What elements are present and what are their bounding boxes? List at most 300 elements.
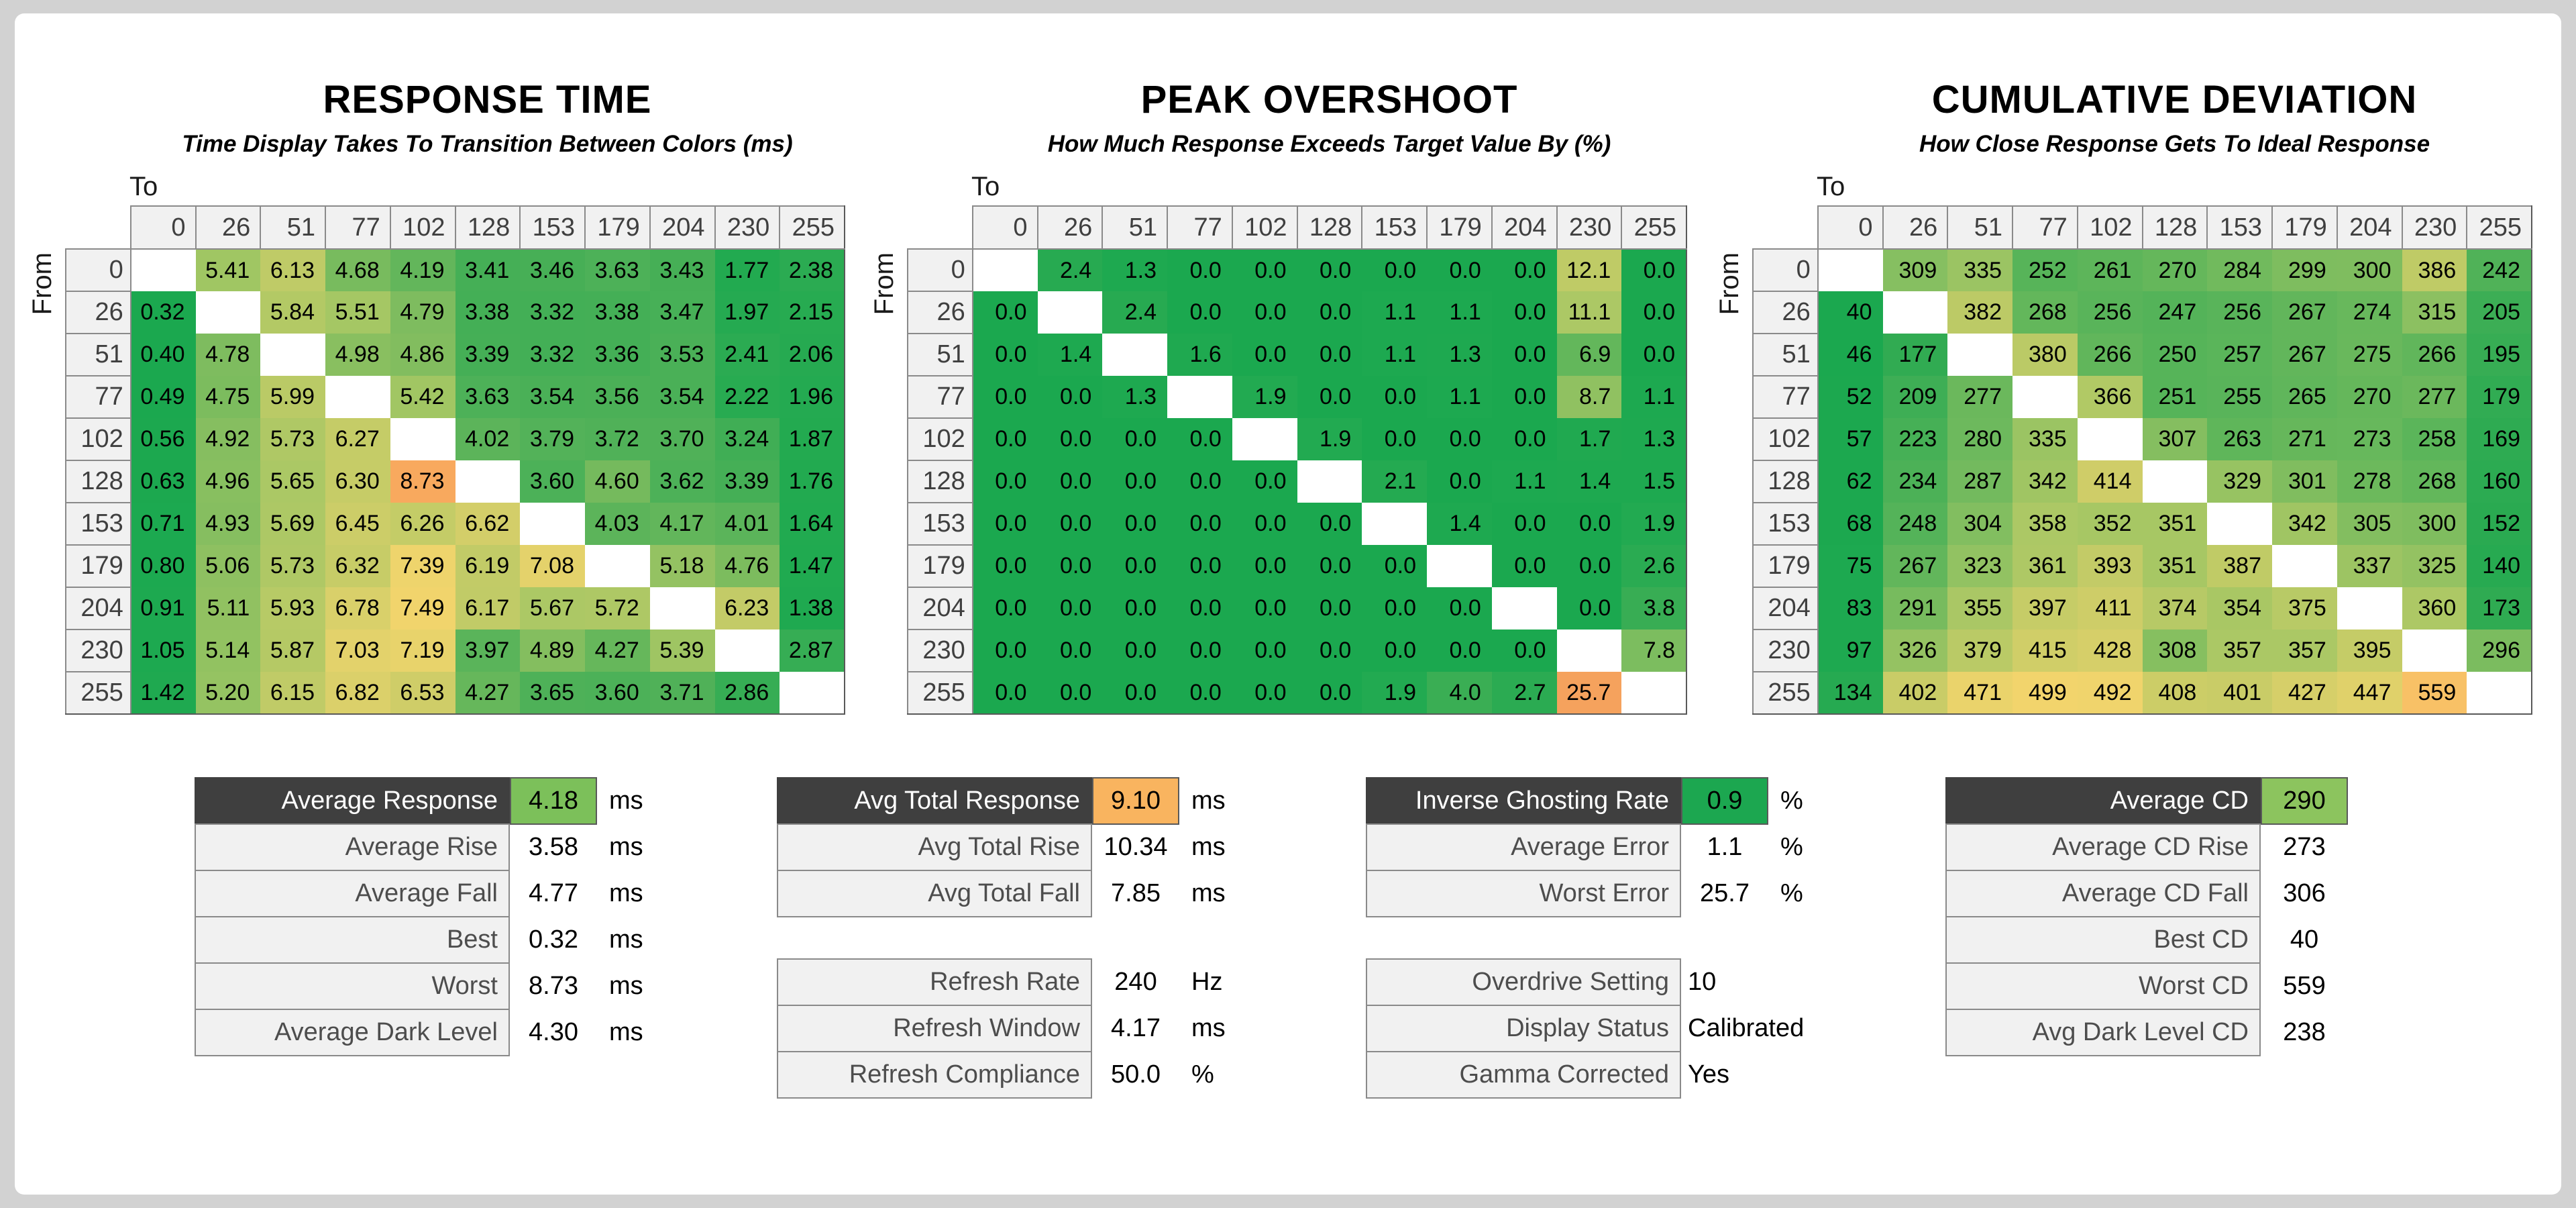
matrix-cell: 0.0 (1427, 418, 1492, 460)
matrix-diagonal-cell (2207, 503, 2272, 545)
matrix-cell: 0.0 (1362, 630, 1427, 672)
summary-value: 4.30 (529, 1018, 578, 1046)
matrix-cell: 4.27 (585, 630, 650, 672)
matrix-cell: 5.42 (390, 376, 455, 418)
matrix-cell: 0.0 (1297, 291, 1362, 334)
matrix-cell: 3.24 (715, 418, 780, 460)
summary-label: Avg Dark Level CD (1945, 1009, 2261, 1056)
matrix-cell: 471 (1947, 672, 2012, 714)
matrix-cell: 3.39 (715, 460, 780, 503)
matrix-cell: 0.0 (1362, 376, 1427, 418)
matrix-cell: 40 (1818, 291, 1883, 334)
matrix-cell: 291 (1883, 587, 1948, 630)
matrix-cell: 251 (2143, 376, 2208, 418)
matrix-cell: 5.39 (650, 630, 715, 672)
col-header: 255 (1621, 206, 1686, 249)
summary-row (777, 958, 1287, 1006)
summary-unit: ms (609, 925, 643, 954)
matrix-cell: 3.97 (455, 630, 521, 672)
summary-value: 273 (2283, 833, 2326, 861)
summary-row (777, 1005, 1287, 1052)
matrix-cell: 0.0 (1232, 503, 1297, 545)
matrix-cell: 4.01 (715, 503, 780, 545)
summary-value: 559 (2283, 972, 2326, 1000)
summary-label: Best (195, 916, 510, 964)
row-header: 128 (908, 460, 973, 503)
summary-row (195, 962, 704, 1010)
summary-row (1945, 962, 2455, 1010)
summary-unit: ms (1191, 879, 1226, 907)
summary-row (1366, 823, 1876, 871)
summary-label: Avg Total Rise (777, 823, 1092, 871)
matrix-cell: 1.96 (780, 376, 845, 418)
summary-row (195, 777, 704, 825)
summary-label: Average Rise (195, 823, 510, 871)
matrix-cell: 0.0 (1038, 376, 1103, 418)
row-header: 0 (66, 249, 131, 291)
matrix-cell: 0.0 (1621, 334, 1686, 376)
matrix-diagonal-cell (1883, 291, 1948, 334)
matrix-cell: 6.82 (325, 672, 390, 714)
matrix-cell: 335 (2012, 418, 2078, 460)
matrix-cell: 0.49 (131, 376, 196, 418)
matrix-cell: 5.72 (585, 587, 650, 630)
matrix-cell: 5.69 (260, 503, 325, 545)
matrix-cell: 2.41 (715, 334, 780, 376)
matrix-cell: 0.0 (1232, 460, 1297, 503)
matrix-cell: 25.7 (1557, 672, 1622, 714)
col-header: 153 (2207, 206, 2272, 249)
summary-value: 4.77 (529, 879, 578, 907)
col-header: 153 (520, 206, 585, 249)
summary-value: 4.17 (1111, 1014, 1161, 1042)
matrix-cell: 271 (2272, 418, 2337, 460)
summary-row (1366, 1005, 1876, 1052)
matrix-cell: 0.0 (1621, 291, 1686, 334)
matrix-cell: 0.0 (1232, 249, 1297, 291)
matrix-cell: 1.9 (1621, 503, 1686, 545)
from-axis-label: From (28, 252, 57, 315)
matrix-cell: 3.32 (520, 334, 585, 376)
matrix-cell: 0.0 (973, 418, 1038, 460)
matrix-cell: 5.99 (260, 376, 325, 418)
summary-unit: ms (609, 787, 643, 815)
summary-value: 40 (2290, 925, 2319, 954)
matrix-diagonal-cell (131, 249, 196, 291)
col-header: 26 (1883, 206, 1948, 249)
col-header: 230 (715, 206, 780, 249)
col-header: 255 (2467, 206, 2532, 249)
summary-label: Average Error (1366, 823, 1681, 871)
matrix-cell: 335 (1947, 249, 2012, 291)
matrix-cell: 411 (2078, 587, 2143, 630)
matrix-cell: 2.4 (1038, 249, 1103, 291)
matrix-diagonal-cell (1038, 291, 1103, 334)
summary-value: 290 (2261, 777, 2348, 825)
summary-row (777, 870, 1287, 917)
cumulative-deviation-heatmap (1752, 205, 2532, 715)
col-header: 204 (650, 206, 715, 249)
col-header: 204 (1492, 206, 1557, 249)
matrix-cell: 304 (1947, 503, 2012, 545)
matrix-cell: 0.0 (1167, 545, 1232, 587)
matrix-cell: 0.0 (1232, 545, 1297, 587)
summary-unit (2348, 823, 2360, 871)
row-header: 230 (1753, 630, 1818, 672)
matrix-cell: 160 (2467, 460, 2532, 503)
matrix-cell: 4.03 (585, 503, 650, 545)
matrix-cell: 5.73 (260, 545, 325, 587)
row-header: 153 (1753, 503, 1818, 545)
row-header: 77 (908, 376, 973, 418)
matrix-cell: 1.97 (715, 291, 780, 334)
matrix-cell: 0.0 (1232, 630, 1297, 672)
col-header: 128 (455, 206, 521, 249)
summary-unit: ms (609, 833, 643, 861)
matrix-cell: 374 (2143, 587, 2208, 630)
matrix-cell: 1.3 (1102, 249, 1167, 291)
matrix-cell: 0.0 (1102, 503, 1167, 545)
summary-row (1366, 958, 1876, 1006)
matrix-cell: 2.15 (780, 291, 845, 334)
matrix-cell: 52 (1818, 376, 1883, 418)
matrix-cell: 267 (2272, 291, 2337, 334)
matrix-cell: 177 (1883, 334, 1948, 376)
summary-value: 0.9 (1681, 777, 1768, 825)
matrix-cell: 0.0 (1297, 587, 1362, 630)
panel-peak-overshoot (869, 78, 1687, 715)
summary-row (777, 1051, 1287, 1099)
matrix-cell: 361 (2012, 545, 2078, 587)
summary-unit: ms (609, 972, 643, 1000)
matrix-cell: 1.77 (715, 249, 780, 291)
matrix-cell: 277 (1947, 376, 2012, 418)
matrix-cell: 1.9 (1232, 376, 1297, 418)
matrix-cell: 0.0 (1167, 418, 1232, 460)
matrix-cell: 6.62 (455, 503, 521, 545)
matrix-cell: 4.75 (196, 376, 261, 418)
matrix-cell: 3.46 (520, 249, 585, 291)
matrix-cell: 7.08 (520, 545, 585, 587)
summary-unit: % (1191, 1060, 1214, 1089)
matrix-cell: 258 (2402, 418, 2467, 460)
matrix-cell: 4.98 (325, 334, 390, 376)
matrix-cell: 5.87 (260, 630, 325, 672)
summary-row (195, 823, 704, 871)
to-axis-label: To (971, 172, 1000, 201)
matrix-diagonal-cell (1492, 587, 1557, 630)
matrix-cell: 315 (2402, 291, 2467, 334)
matrix-cell: 309 (1883, 249, 1948, 291)
col-header: 102 (1232, 206, 1297, 249)
matrix-cell: 3.56 (585, 376, 650, 418)
matrix-cell: 5.67 (520, 587, 585, 630)
matrix-cell: 0.0 (1427, 630, 1492, 672)
matrix-cell: 5.65 (260, 460, 325, 503)
matrix-diagonal-cell (2078, 418, 2143, 460)
matrix-cell: 307 (2143, 418, 2208, 460)
matrix-cell: 1.1 (1362, 334, 1427, 376)
matrix-diagonal-cell (973, 249, 1038, 291)
matrix-diagonal-cell (2402, 630, 2467, 672)
matrix-cell: 5.73 (260, 418, 325, 460)
matrix-cell: 284 (2207, 249, 2272, 291)
summary-row (1366, 1051, 1876, 1099)
matrix-cell: 2.7 (1492, 672, 1557, 714)
summary-label: Overdrive Setting (1366, 958, 1681, 1006)
matrix-cell: 3.36 (585, 334, 650, 376)
panel-title: RESPONSE TIME (323, 78, 652, 121)
matrix-cell: 5.11 (196, 587, 261, 630)
matrix-cell: 325 (2402, 545, 2467, 587)
matrix-cell: 0.0 (973, 630, 1038, 672)
row-header: 255 (1753, 672, 1818, 714)
matrix-cell: 0.0 (1557, 503, 1622, 545)
row-header: 179 (1753, 545, 1818, 587)
matrix-cell: 277 (2402, 376, 2467, 418)
matrix-diagonal-cell (2467, 672, 2532, 714)
matrix-cell: 3.32 (520, 291, 585, 334)
matrix-diagonal-cell (2012, 376, 2078, 418)
col-header: 0 (131, 206, 196, 249)
matrix-diagonal-cell (325, 376, 390, 418)
summary-label: Avg Total Response (777, 777, 1092, 825)
matrix-cell: 0.32 (131, 291, 196, 334)
summary-unit: ms (1191, 787, 1226, 815)
matrix-cell: 401 (2207, 672, 2272, 714)
summary-label: Average CD (1945, 777, 2261, 825)
matrix-cell: 0.71 (131, 503, 196, 545)
from-axis-label: From (869, 252, 899, 315)
matrix-cell: 0.0 (1492, 545, 1557, 587)
matrix-cell: 1.9 (1297, 418, 1362, 460)
panel-subtitle: Time Display Takes To Transition Between Colors (ms) (182, 131, 793, 157)
matrix-diagonal-cell (260, 334, 325, 376)
matrix-diagonal-cell (650, 587, 715, 630)
matrix-cell: 5.51 (325, 291, 390, 334)
matrix-diagonal-cell (585, 545, 650, 587)
matrix-cell: 242 (2467, 249, 2532, 291)
summary-label: Worst (195, 962, 510, 1010)
col-header: 102 (390, 206, 455, 249)
matrix-cell: 6.32 (325, 545, 390, 587)
matrix-cell: 379 (1947, 630, 2012, 672)
col-header: 102 (2078, 206, 2143, 249)
matrix-cell: 0.0 (1362, 587, 1427, 630)
matrix-cell: 4.86 (390, 334, 455, 376)
matrix-cell: 0.0 (1102, 630, 1167, 672)
row-header: 51 (908, 334, 973, 376)
col-header: 77 (325, 206, 390, 249)
matrix-cell: 305 (2337, 503, 2402, 545)
col-header: 230 (1557, 206, 1622, 249)
matrix-cell: 0.0 (1297, 545, 1362, 587)
matrix-diagonal-cell (715, 630, 780, 672)
summary-unit: ms (609, 879, 643, 907)
summary-label: Refresh Compliance (777, 1051, 1092, 1099)
matrix-cell: 12.1 (1557, 249, 1622, 291)
summary-value: 7.85 (1111, 879, 1161, 907)
matrix-cell: 1.6 (1167, 334, 1232, 376)
matrix-cell: 75 (1818, 545, 1883, 587)
matrix-cell: 5.14 (196, 630, 261, 672)
matrix-cell: 337 (2337, 545, 2402, 587)
matrix-cell: 358 (2012, 503, 2078, 545)
matrix-cell: 0.0 (1232, 334, 1297, 376)
matrix-cell: 3.8 (1621, 587, 1686, 630)
matrix-cell: 1.76 (780, 460, 845, 503)
col-header: 179 (585, 206, 650, 249)
matrix-cell: 351 (2143, 545, 2208, 587)
matrix-cell: 0.0 (1232, 587, 1297, 630)
matrix-cell: 152 (2467, 503, 2532, 545)
summary-value: 1.1 (1707, 833, 1743, 861)
panel-subtitle: How Much Response Exceeds Target Value By (%) (1047, 131, 1611, 157)
matrix-cell: 1.9 (1362, 672, 1427, 714)
row-header: 77 (1753, 376, 1818, 418)
summary-block (1945, 777, 2455, 1056)
from-axis-label: From (1715, 252, 1744, 315)
matrix-cell: 4.78 (196, 334, 261, 376)
summary-value: 10 (1688, 968, 1717, 996)
matrix-cell: 256 (2207, 291, 2272, 334)
matrix-cell: 428 (2078, 630, 2143, 672)
matrix-cell: 3.79 (520, 418, 585, 460)
row-header: 255 (908, 672, 973, 714)
summary-block (777, 958, 1287, 1099)
matrix-cell: 0.0 (1102, 418, 1167, 460)
row-header: 255 (66, 672, 131, 714)
matrix-cell: 415 (2012, 630, 2078, 672)
matrix-cell: 247 (2143, 291, 2208, 334)
matrix-cell: 0.0 (1167, 291, 1232, 334)
peak-overshoot-heatmap (907, 205, 1687, 715)
matrix-cell: 7.19 (390, 630, 455, 672)
panel-cumulative-deviation (1715, 78, 2532, 715)
matrix-cell: 6.53 (390, 672, 455, 714)
matrix-cell: 5.06 (196, 545, 261, 587)
matrix-cell: 414 (2078, 460, 2143, 503)
col-header: 0 (1818, 206, 1883, 249)
summary-value: 9.10 (1092, 777, 1179, 825)
matrix-cell: 3.62 (650, 460, 715, 503)
summary-label: Worst CD (1945, 962, 2261, 1010)
row-header: 0 (1753, 249, 1818, 291)
matrix-diagonal-cell (1297, 460, 1362, 503)
col-header: 179 (2272, 206, 2337, 249)
matrix-cell: 0.0 (1362, 418, 1427, 460)
summary-block (1366, 777, 1876, 917)
matrix-cell: 0.0 (1427, 249, 1492, 291)
row-header: 102 (1753, 418, 1818, 460)
row-header: 179 (908, 545, 973, 587)
matrix-cell: 1.1 (1362, 291, 1427, 334)
matrix-cell: 6.30 (325, 460, 390, 503)
matrix-cell: 0.40 (131, 334, 196, 376)
matrix-cell: 6.17 (455, 587, 521, 630)
matrix-cell: 352 (2078, 503, 2143, 545)
matrix-cell: 3.41 (455, 249, 521, 291)
matrix-diagonal-cell (390, 418, 455, 460)
matrix-cell: 0.0 (1038, 460, 1103, 503)
matrix-cell: 1.64 (780, 503, 845, 545)
matrix-diagonal-cell (2143, 460, 2208, 503)
summary-label: Refresh Window (777, 1005, 1092, 1052)
matrix-cell: 3.47 (650, 291, 715, 334)
matrix-cell: 0.0 (1492, 630, 1557, 672)
matrix-cell: 134 (1818, 672, 1883, 714)
col-header: 26 (196, 206, 261, 249)
summary-label: Worst Error (1366, 870, 1681, 917)
summary-unit (2348, 962, 2360, 1010)
summary-unit (2348, 870, 2360, 917)
matrix-cell: 0.0 (1557, 587, 1622, 630)
summary-unit: ms (609, 1018, 643, 1046)
matrix-cell: 209 (1883, 376, 1948, 418)
matrix-diagonal-cell (1102, 334, 1167, 376)
summary-row (1945, 1009, 2455, 1056)
summary-label: Avg Total Fall (777, 870, 1092, 917)
summary-value: 0.32 (529, 925, 578, 954)
matrix-cell: 0.0 (1232, 291, 1297, 334)
matrix-diagonal-cell (1427, 545, 1492, 587)
matrix-cell: 3.63 (585, 249, 650, 291)
matrix-cell: 265 (2272, 376, 2337, 418)
matrix-cell: 280 (1947, 418, 2012, 460)
matrix-cell: 0.0 (973, 376, 1038, 418)
row-header: 102 (908, 418, 973, 460)
matrix-cell: 46 (1818, 334, 1883, 376)
matrix-cell: 0.0 (1362, 249, 1427, 291)
matrix-cell: 1.38 (780, 587, 845, 630)
matrix-cell: 270 (2143, 249, 2208, 291)
col-header: 26 (1038, 206, 1103, 249)
col-header: 77 (2012, 206, 2078, 249)
matrix-diagonal-cell (780, 672, 845, 714)
summary-unit (1768, 958, 1780, 1006)
summary-value: 240 (1114, 968, 1157, 996)
matrix-cell: 252 (2012, 249, 2078, 291)
matrix-cell: 2.6 (1621, 545, 1686, 587)
matrix-cell: 4.79 (390, 291, 455, 334)
matrix-cell: 3.63 (455, 376, 521, 418)
matrix-cell: 0.0 (1102, 460, 1167, 503)
to-axis-label: To (129, 172, 158, 201)
summary-label: Average CD Fall (1945, 870, 2261, 917)
matrix-cell: 0.0 (1232, 672, 1297, 714)
matrix-cell: 4.19 (390, 249, 455, 291)
matrix-cell: 6.13 (260, 249, 325, 291)
matrix-cell: 3.43 (650, 249, 715, 291)
summary-block (195, 777, 704, 1056)
panel-response-time (28, 78, 845, 715)
summary-unit (2348, 916, 2360, 964)
summary-value: 25.7 (1700, 879, 1750, 907)
matrix-cell: 273 (2337, 418, 2402, 460)
matrix-cell: 169 (2467, 418, 2532, 460)
matrix-cell: 366 (2078, 376, 2143, 418)
matrix-cell: 0.0 (1167, 249, 1232, 291)
row-header: 204 (66, 587, 131, 630)
summary-label: Average Response (195, 777, 510, 825)
row-header: 128 (1753, 460, 1818, 503)
summary-value: 4.18 (510, 777, 597, 825)
matrix-diagonal-cell (1557, 630, 1622, 672)
matrix-cell: 0.0 (1492, 334, 1557, 376)
summary-label: Gamma Corrected (1366, 1051, 1681, 1099)
matrix-cell: 1.3 (1427, 334, 1492, 376)
row-header: 26 (1753, 291, 1818, 334)
